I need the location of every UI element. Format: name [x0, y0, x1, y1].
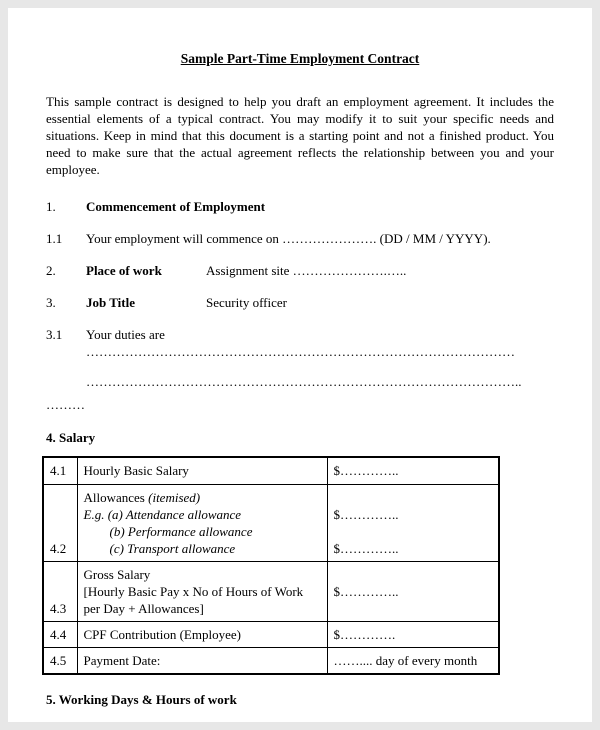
amount-line-1: $………….. [333, 506, 399, 522]
row-number: 4.5 [43, 647, 77, 674]
row-amount: $………….. [327, 457, 499, 484]
clause-number: 1.1 [46, 231, 63, 246]
clause-number: 2. [46, 263, 56, 278]
spacer [334, 523, 493, 540]
clause-text: Your employment will commence on …………………. (DD / MM / YYYY). [86, 231, 491, 246]
document-title: Sample Part-Time Employment Contract [180, 51, 420, 66]
clause-value: Assignment site ………………….….. [206, 263, 407, 278]
amount-line: $………….. [333, 583, 399, 599]
clause-3 [46, 294, 554, 311]
clause-number: 3.1 [46, 327, 63, 342]
spacer [334, 489, 493, 506]
row-label [77, 561, 327, 621]
allowances-itemised: (itemised) [148, 489, 201, 505]
spacer [334, 566, 493, 583]
clause-value: Security officer [206, 295, 287, 310]
row-label: CPF Contribution (Employee) [77, 621, 327, 647]
clause-number: 1. [46, 199, 56, 214]
table-row [43, 457, 499, 484]
section-5-heading: 5. Working Days & Hours of work [46, 691, 237, 707]
gross-salary-label: Gross Salary [83, 566, 151, 582]
clause-1-1 [46, 230, 554, 247]
row-label: Payment Date: [77, 647, 327, 674]
dotted-line-continuation: ……………………………………………………………………………………….. [86, 374, 522, 389]
dotted-line-short: ……… [46, 397, 85, 412]
row-label: Hourly Basic Salary [77, 457, 327, 484]
table-row [43, 561, 499, 621]
row-number: 4.2 [43, 484, 77, 561]
row-number: 4.1 [43, 457, 77, 484]
document-content [8, 8, 592, 708]
section-4-heading: 4. Salary [46, 430, 96, 445]
amount-line-2: $………….. [333, 540, 399, 556]
allowance-example-c: (c) Transport allowance [109, 540, 236, 556]
clause-heading: Place of work [86, 263, 162, 278]
intro-paragraph: This sample contract is designed to help you draft an employment agreement. It includes the essential elements of a typical contract. You may modify it to suit your specific needs and situations. Keep in mind that this document is a starting point and not a finished product. You need to make sure that the actual agreement reflects the relationship between you and your employee. [46, 94, 554, 177]
clause-heading: Commencement of Employment [86, 199, 266, 214]
clause-text: Your duties are ……………………………………………………………………………………… [86, 327, 515, 359]
row-amount: …….... day of every month [327, 647, 499, 674]
clause-2 [46, 262, 554, 279]
clause-number: 3. [46, 295, 56, 310]
clause-3-1 [46, 326, 554, 360]
row-number: 4.3 [43, 561, 77, 621]
allowance-example-b: (b) Performance allowance [109, 523, 253, 539]
clause-heading: Job Title [86, 295, 136, 310]
row-amount [327, 561, 499, 621]
allowance-example-a: E.g. (a) Attendance allowance [83, 506, 242, 522]
table-row [43, 647, 499, 674]
table-row [43, 484, 499, 561]
row-number: 4.4 [43, 621, 77, 647]
row-label [77, 484, 327, 561]
table-row [43, 621, 499, 647]
salary-table [42, 456, 500, 675]
row-amount: $…………. [327, 621, 499, 647]
gross-salary-formula: [Hourly Basic Pay x No of Hours of Work per Day + Allowances] [83, 583, 304, 616]
clause-1 [46, 198, 554, 215]
document-page [8, 8, 592, 722]
allowances-line [84, 489, 321, 506]
allowances-label: Allowances [83, 489, 145, 505]
row-amount [327, 484, 499, 561]
